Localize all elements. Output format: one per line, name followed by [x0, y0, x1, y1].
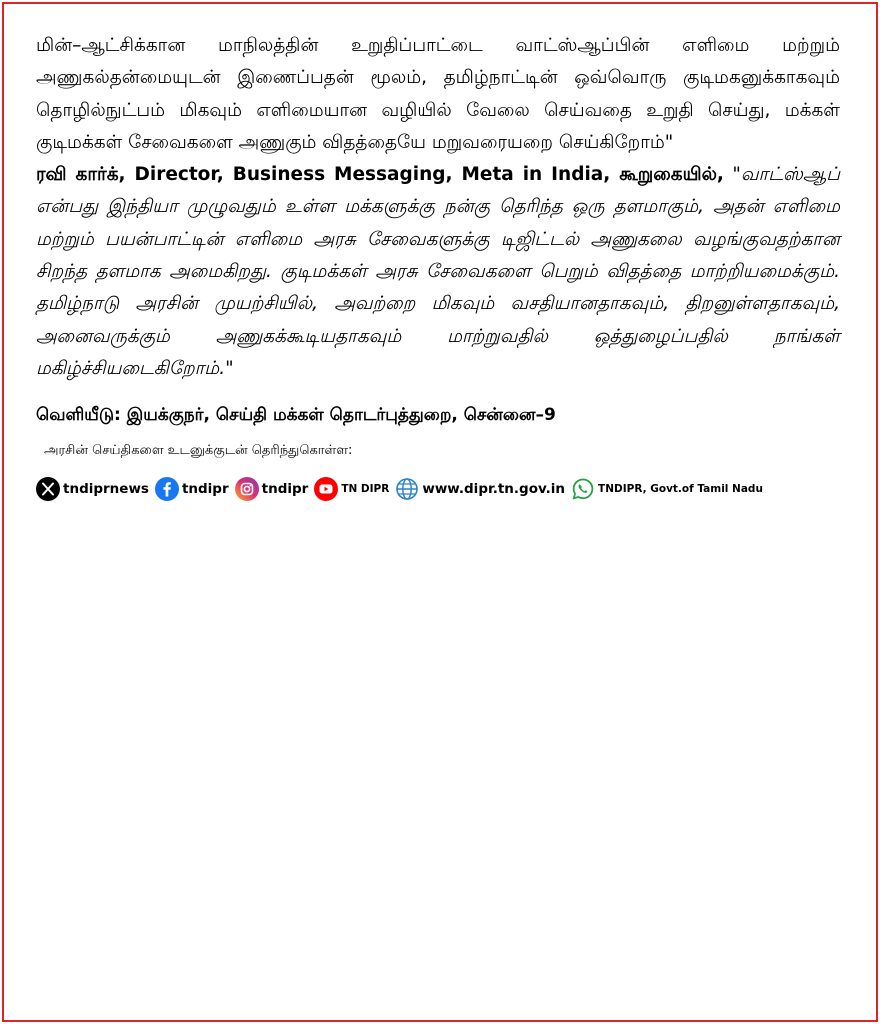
press-release-body: [36, 30, 840, 501]
website-url: www.dipr.tn.gov.in: [422, 481, 566, 498]
social-instagram[interactable]: [235, 477, 309, 501]
speaker-quote: "வாட்ஸ்ஆப் என்பது இந்தியா முழுவதும் உள்ள மக்களுக்கு நன்கு தெரிந்த ஒரு தளமாகும், அதன் எளிமை மற்றும் பயன்பாட்டின் எளிமை அரசு சேவைகளுக்கு டிஜிட்டல் அணுகலை வழங்குவதற்கான சிறந்த தளமாக அமைகிறது. குடிமக்கள் அரசு சேவைகளை பெறும் விதத்தை மாற்றியமைக்கும். தமிழ்நாடு அரசின் முயற்சியில், அவற்றை மிகவும் வசதியானதாகவும், திறனுள்ளதாகவும், அனைவருக்கும் அணுகக்கூடியதாகவும் மாற்றுவதில் ஒத்துழைப்பதில் நாங்கள் மகிழ்ச்சியடைகிறோம்.": [36, 164, 840, 379]
facebook-handle: tndipr: [181, 481, 229, 498]
youtube-icon: [314, 477, 338, 501]
instagram-icon: [235, 477, 259, 501]
social-youtube[interactable]: [314, 477, 389, 501]
follow-text: அரசின் செய்திகளை உடனுக்குடன் தெரிந்துகொள்ள:: [44, 443, 353, 459]
social-facebook[interactable]: [155, 477, 229, 501]
x-icon: [36, 477, 60, 501]
facebook-icon: [155, 477, 179, 501]
social-x[interactable]: [36, 477, 149, 501]
globe-icon: [395, 477, 419, 501]
social-website[interactable]: [395, 477, 565, 501]
instagram-handle: tndipr: [261, 481, 309, 498]
whatsapp-icon: [571, 477, 595, 501]
youtube-channel: TN DIPR: [341, 483, 390, 496]
social-whatsapp[interactable]: [571, 477, 763, 501]
paragraph-1: மின்–ஆட்சிக்கான மாநிலத்தின் உறுதிப்பாட்டை வாட்ஸ்ஆப்பின் எளிமை மற்றும் அணுகல்தன்மையுடன் இணைப்பதன் மூலம், தமிழ்நாட்டின் ஒவ்வொரு குடிமகனுக்காகவும் தொழில்நுட்பம் மிகவும் எளிமையான வழியில் வேலை செய்வதை உறுதி செய்து, மக்கள் குடிமக்கள் சேவைகளை அணுகும் விதத்தையே மறுவரையறை செய்கிறோம்": [36, 35, 840, 153]
social-links-bar: [36, 477, 840, 501]
speaker-attribution: ரவி கார்க், Director, Business Messaging, Meta in India, கூறுகையில்,: [36, 164, 724, 186]
whatsapp-channel: TNDIPR, Govt.of Tamil Nadu: [598, 483, 763, 496]
paragraph-2: [36, 159, 840, 385]
publisher-line: வெளியீடு: இயக்குநர், செய்தி மக்கள் தொடர்புத்துறை, சென்னை–9: [36, 405, 556, 426]
x-handle: tndiprnews: [63, 481, 149, 498]
